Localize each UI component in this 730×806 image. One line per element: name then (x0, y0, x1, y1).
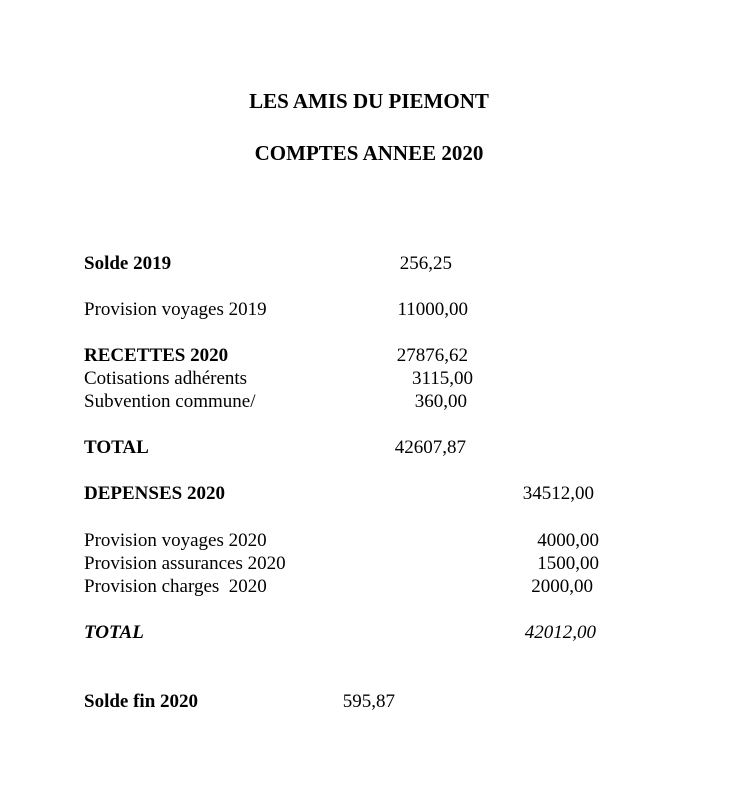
subvention-label: Subvention commune/ (84, 391, 256, 412)
provision-voyages-2019-label: Provision voyages 2019 (84, 299, 267, 320)
document-title: LES AMIS DU PIEMONT (249, 89, 489, 113)
total-recettes-value: 42607,87 (394, 437, 466, 458)
provision-charges-2020-value: 2000,00 (531, 576, 593, 597)
recettes-2020-label: RECETTES 2020 (84, 345, 229, 366)
total-depenses-label: TOTAL (84, 622, 144, 643)
provision-voyages-2020-label: Provision voyages 2020 (84, 530, 267, 551)
solde-fin-2020-value: 595,87 (342, 691, 395, 712)
provision-assurances-2020-value: 1500,00 (537, 553, 599, 574)
depenses-2020-value: 34512,00 (522, 483, 594, 504)
provision-assurances-2020-label: Provision assurances 2020 (84, 553, 286, 574)
subvention-value: 360,00 (414, 391, 467, 412)
solde-2019-value: 256,25 (399, 253, 452, 274)
solde-2019-label: Solde 2019 (84, 253, 172, 274)
provision-charges-2020-label: Provision charges 2020 (84, 576, 267, 597)
depenses-2020-label: DEPENSES 2020 (84, 483, 225, 504)
provision-voyages-2020-value: 4000,00 (537, 530, 599, 551)
cotisations-value: 3115,00 (411, 368, 473, 389)
cotisations-label: Cotisations adhérents (84, 368, 248, 389)
provision-voyages-2019-value: 11000,00 (397, 299, 468, 320)
document-subtitle: COMPTES ANNEE 2020 (254, 141, 484, 165)
total-depenses-value: 42012,00 (524, 622, 596, 643)
recettes-2020-value: 27876,62 (396, 345, 468, 366)
solde-fin-2020-label: Solde fin 2020 (84, 691, 199, 712)
total-recettes-label: TOTAL (84, 437, 149, 458)
